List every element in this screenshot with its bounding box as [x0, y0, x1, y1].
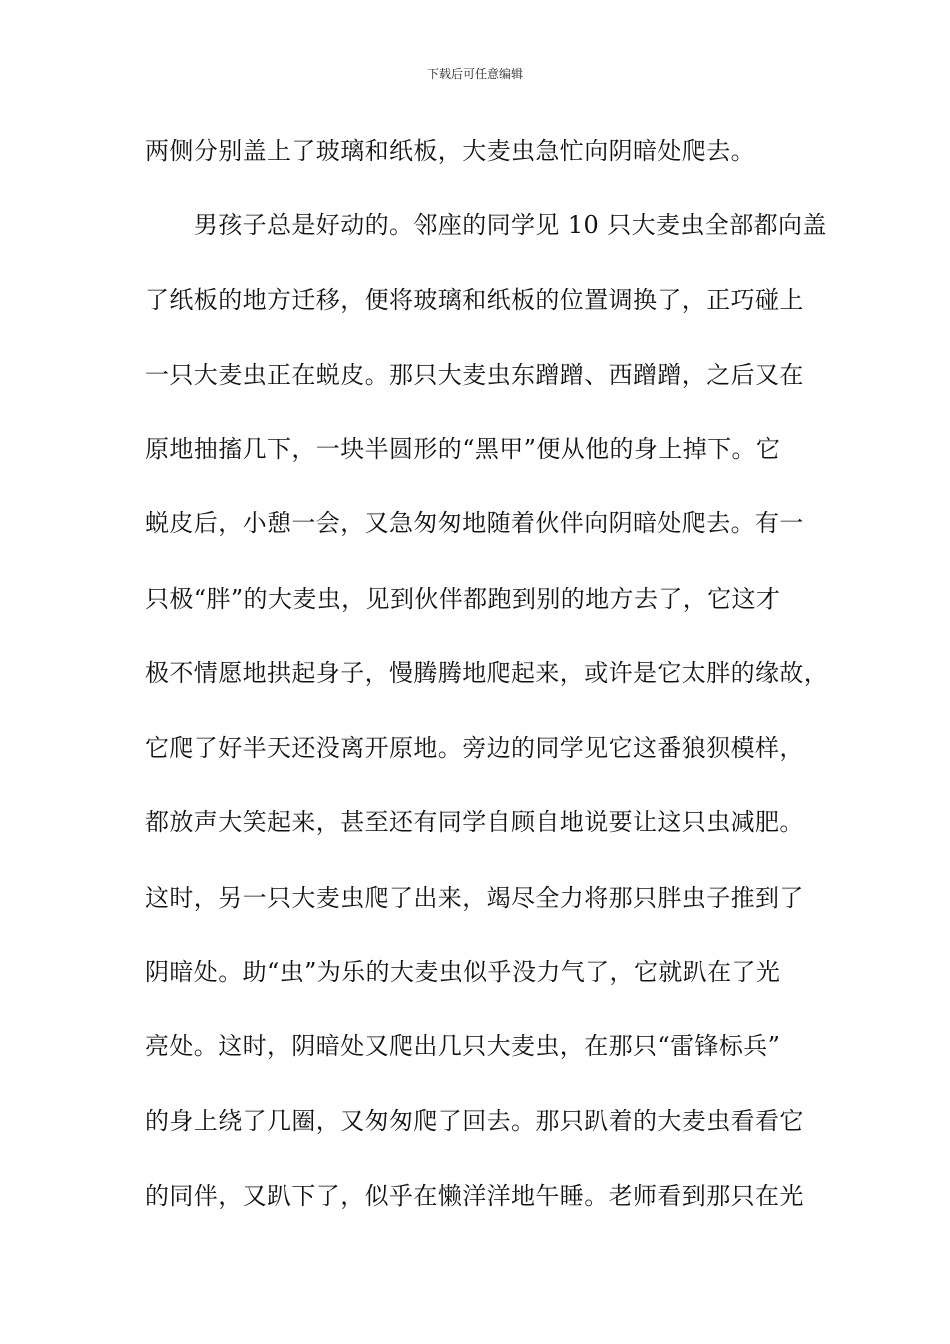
text-line-1: 两侧分别盖上了玻璃和纸板，大麦虫急忙向阴暗处爬去。: [145, 137, 755, 165]
page-header: 下载后可任意编辑: [426, 67, 523, 81]
text-line-3: 了纸板的地方迁移，便将玻璃和纸板的位置调换了，正巧碰上: [145, 286, 804, 314]
text-line-12: 阴暗处。助“虫”为乐的大麦虫似乎没力气了，它就趴在了光: [145, 958, 781, 986]
text-line-15: 的同伴，又趴下了，似乎在懒洋洋地午睡。老师看到那只在光: [145, 1182, 804, 1210]
text-line-4: 一只大麦虫正在蜕皮。那只大麦虫东蹭蹭、西蹭蹭，之后又在: [145, 361, 804, 389]
text-line-13: 亮处。这时，阴暗处又爬出几只大麦虫，在那只“雷锋标兵”: [145, 1032, 781, 1060]
text-line-9: 它爬了好半天还没离开原地。旁边的同学见它这番狼狈模样，: [145, 734, 804, 762]
text-line-2: 男孩子总是好动的。邻座的同学见 10 只大麦虫全部都向盖: [145, 211, 827, 239]
text-line-6: 蜕皮后，小憩一会，又急匆匆地随着伙伴向阴暗处爬去。有一: [145, 509, 804, 537]
text-line-5: 原地抽搐几下，一块半圆形的“黑甲”便从他的身上掉下。它: [145, 435, 781, 463]
text-line-14: 的身上绕了几圈，又匆匆爬了回去。那只趴着的大麦虫看看它: [145, 1107, 804, 1135]
text-line-10: 都放声大笑起来，甚至还有同学自顾自地说要让这只虫减肥。: [145, 808, 804, 836]
text-line-11: 这时，另一只大麦虫爬了出来，竭尽全力将那只胖虫子推到了: [145, 884, 804, 912]
text-line-8: 极不情愿地拱起身子，慢腾腾地爬起来，或许是它太胖的缘故，: [145, 659, 829, 687]
text-line-7: 只极“胖”的大麦虫，见到伙伴都跑到别的地方去了，它这才: [145, 585, 781, 613]
